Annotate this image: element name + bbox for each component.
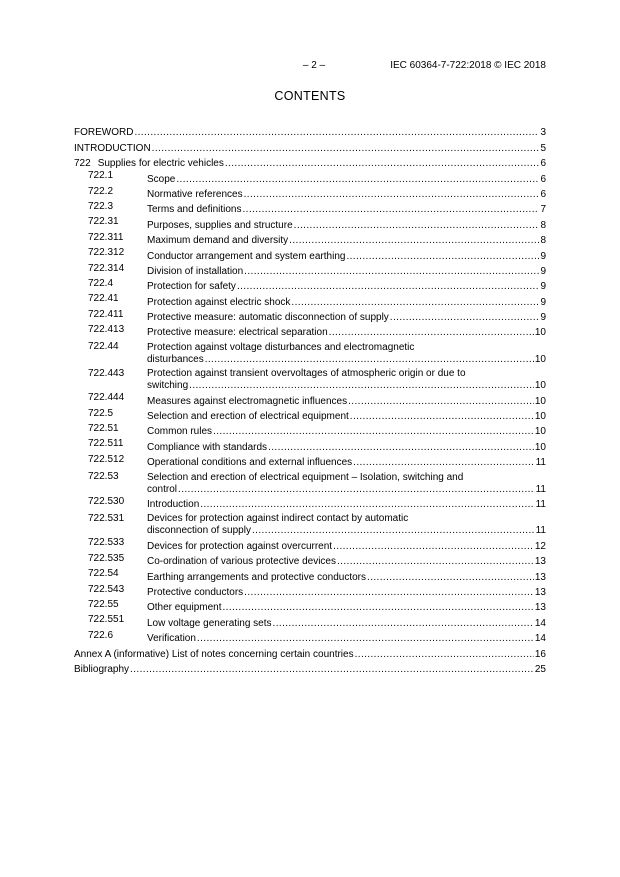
toc-entry-title-continued: disconnection of supply	[147, 525, 251, 537]
toc-entry-page: 16	[534, 648, 546, 660]
toc-entry-page: 13	[534, 571, 546, 583]
toc-entry[interactable]	[74, 584, 546, 599]
toc-entry-title: Normative references	[147, 188, 243, 200]
table-of-contents	[74, 124, 546, 676]
toc-entry-page: 8	[540, 235, 546, 247]
toc-entry-page: 13	[534, 556, 546, 568]
toc-entry-number: 722.41	[88, 293, 119, 305]
toc-entry-title: Protection for safety	[147, 281, 236, 293]
toc-entry[interactable]	[74, 469, 546, 495]
toc-entry-title: Devices for protection against overcurrent	[147, 540, 333, 552]
toc-entry-number: 722.6	[88, 629, 114, 641]
toc-entry-page: 3	[540, 127, 546, 139]
toc-entry-page: 10	[534, 353, 546, 365]
toc-entry-title: Protective measure: electrical separation	[147, 327, 328, 339]
toc-entry-page: 10	[534, 441, 546, 453]
page-number: – 2 –	[302, 60, 326, 71]
dot-leader	[355, 649, 534, 661]
dot-leader	[348, 396, 534, 408]
toc-entry-number: 722.531	[88, 512, 125, 524]
toc-entry-page: 9	[540, 265, 546, 277]
toc-entry-number: 722	[74, 158, 91, 170]
dot-leader	[243, 204, 540, 216]
toc-entry-page: 5	[540, 142, 546, 154]
toc-entry-title: Selection and erection of electrical equipment	[147, 411, 349, 423]
toc-entry-title-continued: switching	[147, 380, 189, 392]
toc-entry-number: 722.311	[88, 231, 124, 243]
toc-entry[interactable]	[74, 553, 546, 568]
toc-entry-title: INTRODUCTION	[74, 142, 151, 154]
dot-leader	[346, 251, 539, 263]
toc-entry-title: Introduction	[147, 498, 200, 510]
dot-leader	[244, 266, 539, 278]
toc-entry-number: 722.512	[88, 453, 125, 465]
toc-entry-title: Protection against electric shock	[147, 296, 291, 308]
toc-entry-page: 8	[540, 219, 546, 231]
toc-entry-number: 722.312	[88, 247, 125, 259]
toc-entry-title: Common rules	[147, 426, 213, 438]
toc-entry-title: Supplies for electric vehicles	[97, 158, 224, 170]
toc-entry-title: Operational conditions and external influences	[147, 457, 353, 469]
toc-entry-number: 722.3	[88, 200, 114, 212]
dot-leader	[200, 499, 534, 511]
dot-leader	[294, 220, 540, 232]
toc-entry-page: 13	[534, 586, 546, 598]
toc-entry-title: Compliance with standards	[147, 441, 268, 453]
toc-entry-title: Maximum demand and diversity	[147, 235, 289, 247]
dot-leader	[268, 442, 534, 454]
toc-entry-page: 14	[534, 633, 546, 645]
toc-entry-page: 14	[534, 617, 546, 629]
toc-entry[interactable]	[74, 614, 546, 629]
toc-entry[interactable]	[74, 201, 546, 216]
toc-entry-title: Co-ordination of various protective devices	[147, 556, 336, 568]
toc-entry-number: 722.2	[88, 185, 114, 197]
toc-entry[interactable]	[74, 263, 546, 278]
dot-leader	[130, 664, 534, 676]
toc-entry[interactable]	[74, 645, 546, 660]
toc-entry-page: 10	[534, 380, 546, 392]
toc-entry-title: Purposes, supplies and structure	[147, 219, 293, 231]
toc-entry-number: 722.51	[88, 423, 119, 435]
toc-entry[interactable]	[74, 216, 546, 231]
toc-entry[interactable]	[74, 408, 546, 423]
toc-entry[interactable]	[74, 438, 546, 453]
toc-entry-number: 722.530	[88, 495, 125, 507]
toc-entry-title: Division of installation	[147, 265, 244, 277]
dot-leader	[252, 525, 535, 537]
toc-entry[interactable]	[74, 124, 546, 139]
toc-entry[interactable]	[74, 186, 546, 201]
toc-entry-number: 722.55	[88, 598, 119, 610]
toc-entry-page: 12	[534, 540, 546, 552]
dot-leader	[353, 457, 534, 469]
toc-entry-page: 9	[540, 312, 546, 324]
toc-entry-page: 11	[535, 483, 546, 495]
toc-entry-page: 11	[535, 498, 546, 510]
toc-entry-page: 9	[540, 296, 546, 308]
toc-entry[interactable]	[74, 366, 546, 392]
toc-entry-number: 722.31	[88, 216, 119, 228]
toc-entry[interactable]	[74, 339, 546, 365]
toc-entry-number: 722.53	[88, 471, 119, 483]
dot-leader	[329, 327, 534, 339]
toc-entry-title: Low voltage generating sets	[147, 617, 272, 629]
toc-entry-title: Bibliography	[74, 663, 130, 675]
toc-entry-number: 722.543	[88, 583, 125, 595]
toc-entry[interactable]	[74, 599, 546, 614]
toc-entry-title: Measures against electromagnetic influences	[147, 395, 348, 407]
toc-entry[interactable]	[74, 170, 546, 185]
toc-entry-title: Earthing arrangements and protective conductors	[147, 571, 367, 583]
toc-entry[interactable]	[74, 661, 546, 676]
toc-entry-title-continued: disturbances	[147, 353, 204, 365]
toc-entry-number: 722.4	[88, 277, 114, 289]
dot-leader	[367, 572, 534, 584]
toc-entry[interactable]	[74, 309, 546, 324]
contents-title: CONTENTS	[274, 89, 346, 103]
toc-entry[interactable]	[74, 423, 546, 438]
dot-leader	[189, 380, 534, 392]
dot-leader	[197, 633, 534, 645]
toc-entry[interactable]	[74, 139, 546, 154]
toc-entry[interactable]	[74, 568, 546, 583]
dot-leader	[244, 189, 540, 201]
dot-leader	[237, 281, 540, 293]
dot-leader	[223, 602, 534, 614]
toc-entry-number: 722.535	[88, 552, 125, 564]
toc-entry-page: 10	[534, 411, 546, 423]
dot-leader	[333, 541, 534, 553]
toc-entry[interactable]	[74, 392, 546, 407]
toc-entry[interactable]	[74, 324, 546, 339]
toc-entry-title: Devices for protection against indirect contact by automatic	[147, 513, 409, 525]
toc-entry-number: 722.5	[88, 407, 114, 419]
toc-entry[interactable]	[74, 630, 546, 645]
toc-entry-page: 25	[534, 663, 546, 675]
toc-entry-title: Verification	[147, 633, 196, 645]
toc-entry-page: 11	[535, 525, 546, 537]
toc-entry-page: 13	[534, 602, 546, 614]
toc-entry-page: 7	[540, 204, 546, 216]
toc-entry-number: 722.444	[88, 392, 125, 404]
toc-entry-page: 6	[540, 173, 546, 185]
dot-leader	[244, 587, 534, 599]
toc-entry-page: 11	[535, 457, 546, 469]
dot-leader	[176, 174, 539, 186]
toc-entry-title: Annex A (informative) List of notes concerning certain countries	[74, 648, 354, 660]
dot-leader	[337, 556, 534, 568]
toc-entry[interactable]	[74, 293, 546, 308]
toc-entry-title: Protection against voltage disturbances and electromagnetic	[147, 341, 415, 353]
toc-entry-title: Protection against transient overvoltages of atmospheric origin or due to	[147, 368, 466, 380]
page-header	[0, 60, 620, 74]
dot-leader	[390, 312, 540, 324]
toc-entry-number: 722.314	[88, 262, 125, 274]
toc-entry[interactable]	[74, 232, 546, 247]
toc-entry-number: 722.44	[88, 341, 119, 353]
toc-entry-title: Scope	[147, 173, 176, 185]
toc-entry-number: 722.411	[88, 308, 124, 320]
toc-entry[interactable]	[74, 247, 546, 262]
toc-entry-page: 10	[534, 327, 546, 339]
toc-entry-title: Selection and erection of electrical equipment – Isolation, switching and	[147, 471, 464, 483]
toc-entry-page: 10	[534, 395, 546, 407]
toc-entry-number: 722.551	[88, 614, 125, 626]
toc-entry-title: Protective conductors	[147, 586, 244, 598]
toc-entry-page: 9	[540, 281, 546, 293]
toc-entry-number: 722.533	[88, 537, 125, 549]
dot-leader	[152, 143, 540, 155]
toc-entry-title: Other equipment	[147, 602, 222, 614]
toc-entry[interactable]	[74, 278, 546, 293]
dot-leader	[225, 158, 540, 170]
dot-leader	[134, 127, 539, 139]
toc-entry[interactable]	[74, 155, 546, 170]
dot-leader	[178, 484, 535, 496]
dot-leader	[273, 618, 534, 630]
toc-entry-number: 722.54	[88, 568, 119, 580]
toc-entry-number: 722.443	[88, 367, 125, 379]
toc-entry-title: Protective measure: automatic disconnection of supply	[147, 312, 389, 324]
toc-entry-number: 722.413	[88, 324, 125, 336]
toc-entry-title-continued: control	[147, 483, 178, 495]
toc-entry[interactable]	[74, 496, 546, 511]
toc-entry-page: 6	[540, 188, 546, 200]
toc-entry[interactable]	[74, 454, 546, 469]
toc-entry-title: Conductor arrangement and system earthing	[147, 250, 346, 262]
toc-entry-number: 722.511	[88, 438, 124, 450]
standard-reference: IEC 60364-7-722:2018 © IEC 2018	[390, 60, 546, 71]
toc-entry[interactable]	[74, 511, 546, 537]
toc-entry-page: 10	[534, 426, 546, 438]
toc-entry-page: 9	[540, 250, 546, 262]
toc-entry-page: 6	[540, 158, 546, 170]
dot-leader	[205, 354, 534, 366]
dot-leader	[350, 411, 534, 423]
toc-entry[interactable]	[74, 537, 546, 552]
toc-entry-title: Terms and definitions	[147, 204, 242, 216]
dot-leader	[213, 426, 534, 438]
dot-leader	[289, 235, 539, 247]
toc-entry-title: FOREWORD	[74, 127, 134, 139]
toc-entry-number: 722.1	[88, 170, 114, 182]
dot-leader	[291, 297, 539, 309]
